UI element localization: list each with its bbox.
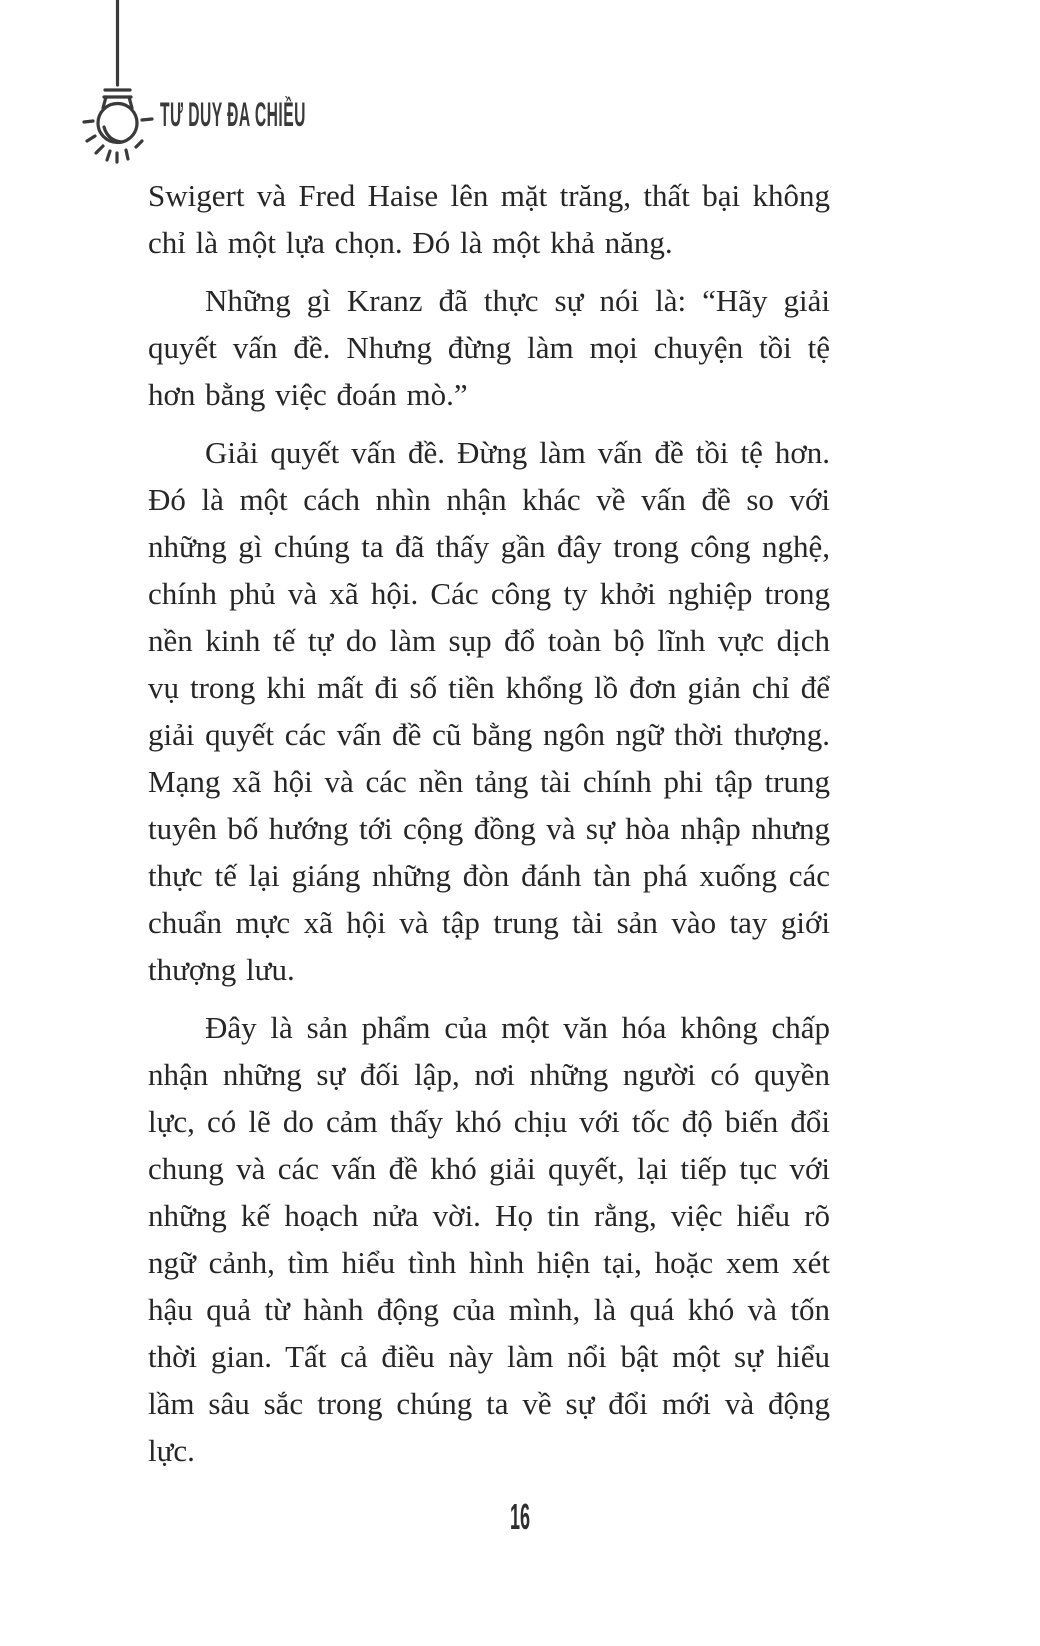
chapter-running-title: TƯ DUY ĐA CHIỀU bbox=[160, 96, 306, 134]
lightbulb-icon bbox=[0, 0, 200, 180]
page-number: 16 bbox=[509, 1496, 531, 1537]
paragraph: Giải quyết vấn đề. Đừng làm vấn đề tồi tệ hơn. Đó là một cách nhìn nhận khác về vấn đề so với những gì chúng ta đã thấy gần đây trong công nghệ, chính phủ và xã hội. Các công ty khởi nghiệp trong nền kinh tế tự do làm sụp đổ toàn bộ lĩnh vực dịch vụ trong khi mất đi số tiền khổng lồ đơn giản chỉ để giải quyết các vấn đề cũ bằng ngôn ngữ thời thượng. Mạng xã hội và các nền tảng tài chính phi tập trung tuyên bố hướng tới cộng đồng và sự hòa nhập nhưng thực tế lại giáng những đòn đánh tàn phá xuống các chuẩn mực xã hội và tập trung tài sản vào tay giới thượng lưu. bbox=[148, 435, 830, 987]
page-body bbox=[148, 172, 830, 1485]
paragraph: Những gì Kranz đã thực sự nói là: “Hãy giải quyết vấn đề. Nhưng đừng làm mọi chuyện tồi tệ hơn bằng việc đoán mò.” bbox=[148, 283, 830, 412]
paragraph: Đây là sản phẩm của một văn hóa không chấp nhận những sự đối lập, nơi những người có quyền lực, có lẽ do cảm thấy khó chịu với tốc độ biến đổi chung và các vấn đề khó giải quyết, lại tiếp tục với những kế hoạch nửa vời. Họ tin rằng, việc hiểu rõ ngữ cảnh, tìm hiểu tình hình hiện tại, hoặc xem xét hậu quả từ hành động của mình, là quá khó và tốn thời gian. Tất cả điều này làm nổi bật một sự hiểu lầm sâu sắc trong chúng ta về sự đổi mới và động lực. bbox=[148, 1010, 830, 1468]
paragraph: Swigert và Fred Haise lên mặt trăng, thất bại không chỉ là một lựa chọn. Đó là một khả năng. bbox=[148, 178, 830, 260]
